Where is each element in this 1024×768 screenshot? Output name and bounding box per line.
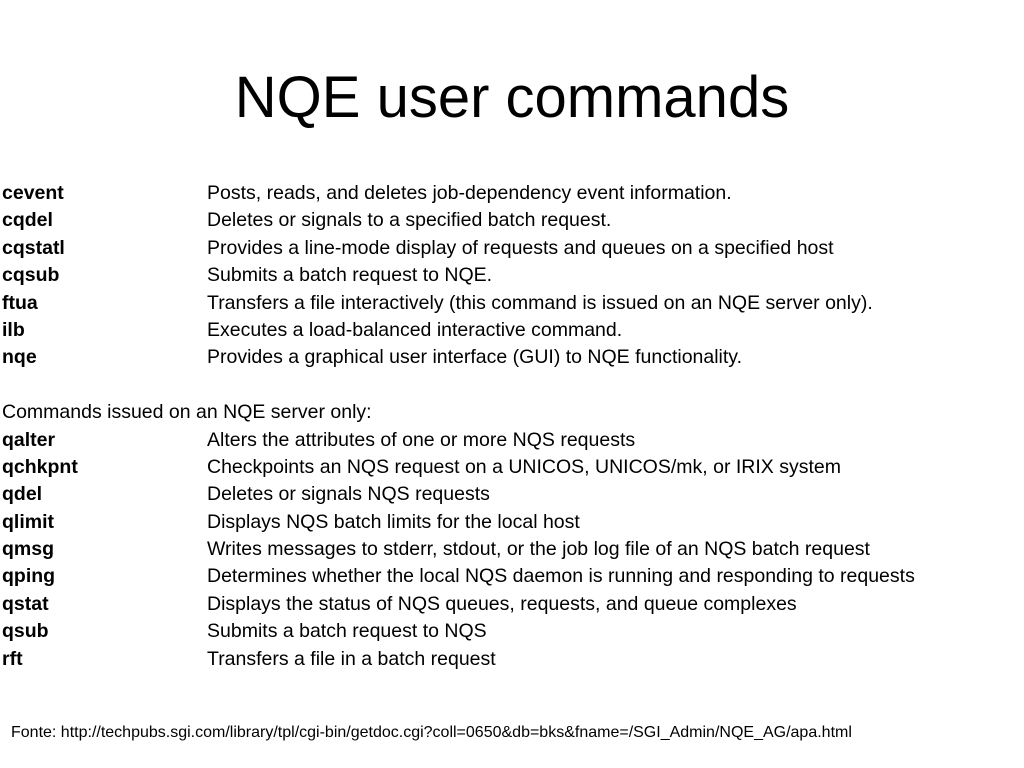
command-description: Alters the attributes of one or more NQS requests xyxy=(207,428,636,451)
command-description: Determines whether the local NQS daemon is running and responding to requests xyxy=(207,565,915,588)
command-description: Posts, reads, and deletes job-dependency event information. xyxy=(207,182,732,204)
command-name: qsub xyxy=(2,620,49,643)
command-description: Displays the status of NQS queues, requests, and queue complexes xyxy=(207,592,797,615)
command-description: Deletes or signals to a specified batch request. xyxy=(207,209,612,232)
server-command-row xyxy=(2,509,1024,536)
command-name: qlimit xyxy=(2,510,54,533)
command-name: nqe xyxy=(2,346,37,369)
command-name: qstat xyxy=(2,592,49,615)
command-name: qping xyxy=(2,565,56,588)
server-command-row xyxy=(2,591,1024,618)
command-name: ftua xyxy=(2,291,38,314)
command-description: Transfers a file in a batch request xyxy=(207,647,496,670)
command-description: Deletes or signals NQS requests xyxy=(207,483,490,506)
command-list xyxy=(2,180,1024,673)
command-row xyxy=(2,262,1024,289)
source-footer: Fonte: http://techpubs.sgi.com/library/tpl/cgi-bin/getdoc.cgi?coll=0650&db=bks&fname=/SGI_Admin/NQE_AG/apa.html xyxy=(11,724,852,741)
spacer xyxy=(2,372,1024,399)
server-command-row xyxy=(2,481,1024,508)
command-name: qalter xyxy=(2,428,56,451)
server-command-row xyxy=(2,563,1024,590)
command-description: Transfers a file interactively (this command is issued on an NQE server only). xyxy=(207,291,873,314)
command-name: qchkpnt xyxy=(2,455,78,478)
command-name: cqdel xyxy=(2,209,53,232)
command-row xyxy=(2,180,1024,207)
command-description: Checkpoints an NQS request on a UNICOS, UNICOS/mk, or IRIX system xyxy=(207,455,841,478)
command-description: Displays NQS batch limits for the local host xyxy=(207,510,580,533)
command-row xyxy=(2,317,1024,344)
server-command-row xyxy=(2,454,1024,481)
command-name: qdel xyxy=(2,483,43,506)
command-row xyxy=(2,290,1024,317)
command-name: cqstatl xyxy=(2,236,65,259)
server-command-row xyxy=(2,427,1024,454)
command-description: Provides a line-mode display of requests and queues on a specified host xyxy=(207,236,834,259)
command-name: cevent xyxy=(2,182,64,204)
server-command-row xyxy=(2,646,1024,673)
command-description: Executes a load-balanced interactive command. xyxy=(207,318,623,341)
command-name: cqsub xyxy=(2,264,60,287)
server-command-row xyxy=(2,618,1024,645)
slide-title: NQE user commands xyxy=(234,65,790,130)
command-row xyxy=(2,207,1024,234)
server-command-row xyxy=(2,536,1024,563)
command-row xyxy=(2,344,1024,371)
command-name: rft xyxy=(2,647,23,670)
command-description: Submits a batch request to NQS xyxy=(207,620,487,643)
command-description: Submits a batch request to NQE. xyxy=(207,264,493,287)
server-section-heading: Commands issued on an NQE server only: xyxy=(2,401,372,424)
command-name: qmsg xyxy=(2,538,55,561)
command-row xyxy=(2,235,1024,262)
command-name: ilb xyxy=(2,318,25,341)
command-description: Provides a graphical user interface (GUI) to NQE functionality. xyxy=(207,346,743,369)
command-description: Writes messages to stderr, stdout, or the job log file of an NQS batch request xyxy=(207,538,870,561)
